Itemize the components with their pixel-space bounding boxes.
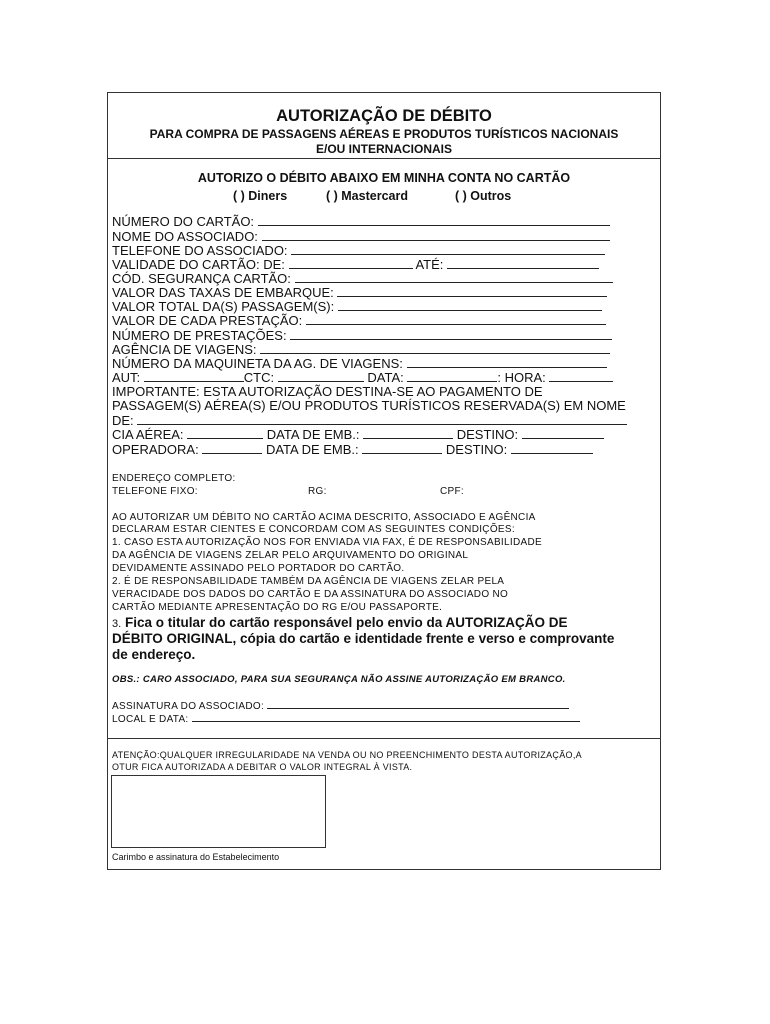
label-data-emb: DATA DE EMB.: [266,427,360,442]
importante-line2: PASSAGEM(S) AÉREA(S) E/OU PRODUTOS TURÍSTICOS RESERVADA(S) EM NOME [112,398,626,413]
card-option-mastercard[interactable]: ( ) Mastercard [326,189,408,203]
term3-number: 3. [112,618,122,630]
terms-line: 1. CASO ESTA AUTORIZAÇÃO NOS FOR ENVIADA VIA FAX, É DE RESPONSABILIDADE [112,537,542,548]
obs-warning: OBS.: CARO ASSOCIADO, PARA SUA SEGURANÇA NÃO ASSINE AUTORIZAÇÃO EM BRANCO. [112,674,566,685]
input-hora[interactable] [549,370,613,382]
input-data[interactable] [407,370,497,382]
terms-line: VERACIDADE DOS DADOS DO CARTÃO E DA ASSINATURA DO ASSOCIADO NO [112,589,509,600]
atencao-line2: OTUR FICA AUTORIZADA A DEBITAR O VALOR INTEGRAL À VISTA. [112,762,413,772]
input-assinatura[interactable] [267,699,569,709]
authorize-text: AUTORIZO O DÉBITO ABAIXO EM MINHA CONTA NO CARTÃO [197,171,571,185]
input-de[interactable] [137,413,627,425]
field-row-assinatura [112,699,569,712]
label-agencia: AGÊNCIA DE VIAGENS: [112,342,257,357]
footer-divider [108,738,660,739]
label-numero-cartao: NÚMERO DO CARTÃO: [112,214,255,229]
label-operadora: OPERADORA: [112,442,199,457]
label-cia-aerea: CIA AÉREA: [112,427,184,442]
label-rg: RG: [308,486,327,497]
input-valor-prestacao[interactable] [306,313,606,325]
input-agencia[interactable] [260,342,610,354]
label-destino-2: DESTINO: [445,442,508,457]
form-title: AUTORIZAÇÃO DE DÉBITO [276,107,492,125]
input-cia-aerea[interactable] [187,427,263,439]
terms-line: CARTÃO MEDIANTE APRESENTAÇÃO DO RG E/OU PASSAPORTE. [112,602,443,613]
header-divider [108,158,660,159]
field-row-local-data [112,712,580,725]
input-cod-seguranca[interactable] [295,271,613,283]
atencao-line1: ATENÇÃO:QUALQUER IRREGULARIDADE NA VENDA OU NO PREENCHIMENTO DESTA AUTORIZAÇÃO,A [112,750,582,760]
input-numero-prestacoes[interactable] [290,328,612,340]
label-data-emb-2: DATA DE EMB.: [265,442,359,457]
stamp-label: Carimbo e assinatura do Estabelecimento [112,852,280,862]
input-maquineta[interactable] [407,356,607,368]
label-local-data: LOCAL E DATA: [112,714,189,725]
label-cod-seguranca: CÓD. SEGURANÇA CARTÃO: [112,271,291,286]
input-validade-ate[interactable] [447,257,599,269]
input-numero-cartao[interactable] [258,214,610,226]
label-cpf: CPF: [440,486,464,497]
field-row-operadora [112,442,593,458]
input-operadora[interactable] [202,442,262,454]
label-telefone-associado: TELEFONE DO ASSOCIADO: [112,243,288,258]
input-data-emb-2[interactable] [362,442,442,454]
terms-line: AO AUTORIZAR UM DÉBITO NO CARTÃO ACIMA DESCRITO, ASSOCIADO E AGÊNCIA [112,512,536,523]
label-ctc: CTC: [243,370,275,385]
input-local-data[interactable] [192,712,580,722]
label-validade: VALIDADE DO CARTÃO: DE: [112,257,285,272]
input-data-emb[interactable] [363,427,453,439]
input-taxas-embarque[interactable] [337,285,607,297]
label-maquineta: NÚMERO DA MAQUINETA DA AG. DE VIAGENS: [112,356,403,371]
label-endereco: ENDEREÇO COMPLETO: [112,473,236,484]
input-destino-2[interactable] [511,442,593,454]
input-ctc[interactable] [278,370,364,382]
field-row-cia-aerea [112,427,604,443]
input-validade-de[interactable] [289,257,413,269]
field-row-valor-prestacao [112,313,606,329]
terms-line: DEVIDAMENTE ASSINADO PELO PORTADOR DO CARTÃO. [112,563,405,574]
label-valor-prestacao: VALOR DE CADA PRESTAÇÃO: [112,313,303,328]
label-nome-associado: NOME DO ASSOCIADO: [112,229,258,244]
label-aut: AUT: [112,370,141,385]
terms-line: DECLARAM ESTAR CIENTES E CONCORDAM COM AS SEGUINTES CONDIÇÕES: [112,524,515,535]
stamp-signature-box[interactable] [111,775,326,848]
label-hora: : HORA: [497,370,546,385]
field-row-numero-cartao [112,214,610,230]
input-valor-total[interactable] [338,299,602,311]
label-assinatura: ASSINATURA DO ASSOCIADO: [112,701,265,712]
label-numero-prestacoes: NÚMERO DE PRESTAÇÕES: [112,328,287,343]
term3-text-1: Fica o titular do cartão responsável pelo envio da AUTORIZAÇÃO DE [124,615,568,630]
input-nome-associado[interactable] [262,229,610,241]
label-valor-total: VALOR TOTAL DA(S) PASSAGEM(S): [112,299,335,314]
label-de: DE: [112,413,134,428]
label-taxas-embarque: VALOR DAS TAXAS DE EMBARQUE: [112,285,334,300]
card-option-outros[interactable]: ( ) Outros [455,189,512,203]
terms-line: DA AGÊNCIA DE VIAGENS ZELAR PELO ARQUIVAMENTO DO ORIGINAL [112,550,469,561]
input-destino[interactable] [522,427,604,439]
input-aut[interactable] [144,370,244,382]
terms-line: 2. É DE RESPONSABILIDADE TAMBÉM DA AGÊNCIA DE VIAGENS ZELAR PELA [112,576,505,587]
form-subtitle-line1: PARA COMPRA DE PASSAGENS AÉREAS E PRODUTOS TURÍSTICOS NACIONAIS [149,127,619,141]
term3-line3: de endereço. [112,647,196,662]
label-destino: DESTINO: [456,427,519,442]
debit-authorization-form [107,92,661,870]
importante-line1: IMPORTANTE: ESTA AUTORIZAÇÃO DESTINA-SE AO PAGAMENTO DE [112,384,543,399]
label-ate: ATÉ: [415,257,444,272]
term3-line2: DÉBITO ORIGINAL, cópia do cartão e identidade frente e verso e comprovante [112,631,615,646]
input-telefone-associado[interactable] [291,243,605,255]
label-telefone-fixo: TELEFONE FIXO: [112,486,198,497]
card-option-diners[interactable]: ( ) Diners [233,189,288,203]
form-subtitle-line2: E/OU INTERNACIONAIS [315,142,452,156]
label-data: DATA: [367,370,404,385]
